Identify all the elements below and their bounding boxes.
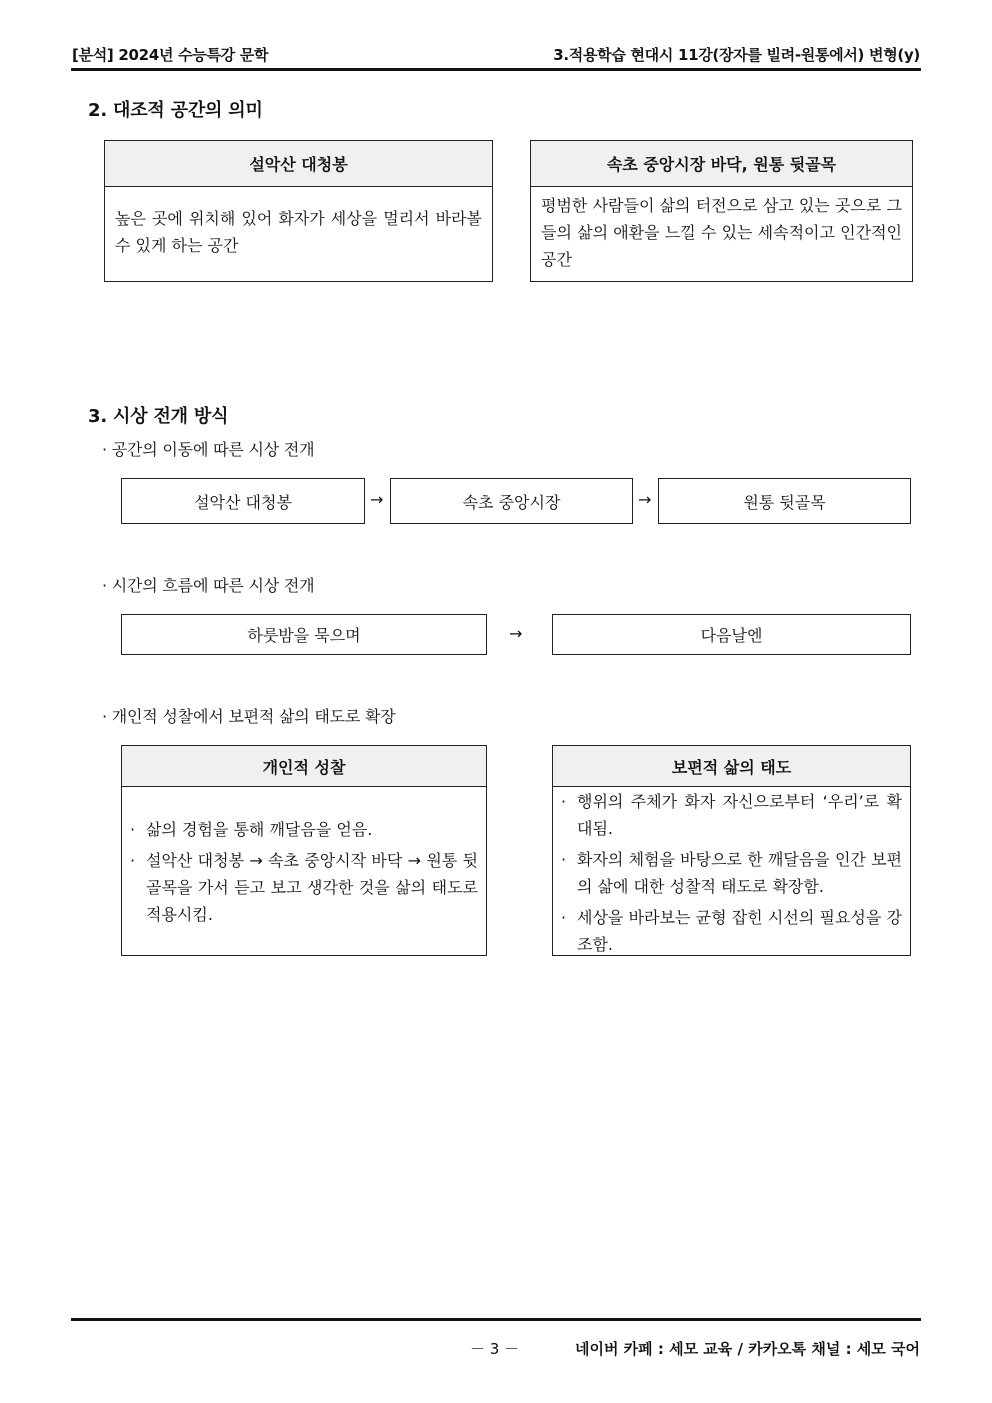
footer-rule [71,1318,921,1321]
universal-attitude-list [557,788,902,958]
header-left-title: [분석] 2024년 수능특강 문학 [72,46,269,64]
expand-bullet: · 개인적 성찰에서 보편적 삶의 태도로 확장 [102,707,396,726]
space-arrow-2: → [638,490,652,509]
time-step-2: 다음날엔 [552,614,911,655]
space-flow-bullet: · 공간의 이동에 따른 시상 전개 [102,440,315,459]
list-item: · 화자의 체험을 바탕으로 한 깨달음을 인간 보편의 삶에 대한 성찰적 태도로 확장함. [561,850,902,896]
list-item: · 설악산 대청봉 → 속초 중앙시작 바닥 → 원통 뒷골목을 가서 듣고 보고 생각한 것을 삶의 태도로 적용시킴. [130,851,478,924]
header-right-title: 3.적용학습 현대시 11강(장자를 빌려-원통에서) 변형(y) [553,46,920,64]
universal-attitude-box [552,745,911,956]
left-space-box [104,140,493,282]
universal-attitude-title: 보편적 삶의 태도 [553,746,910,787]
space-step-2: 속초 중앙시장 [390,478,633,524]
personal-reflection-title: 개인적 성찰 [122,746,486,787]
list-item: · 세상을 바라보는 균형 잡힌 시선의 필요성을 강조함. [561,908,902,954]
space-step-1: 설악산 대청봉 [121,478,365,524]
space-step-3: 원통 뒷골목 [658,478,911,524]
time-step-1: 하룻밤을 묵으며 [121,614,487,655]
right-space-box [530,140,913,282]
personal-reflection-box [121,745,487,956]
right-space-box-title: 속초 중앙시장 바닥, 원통 뒷골목 [531,141,912,187]
right-space-box-body: 평범한 사람들이 삶의 터전으로 삼고 있는 곳으로 그들의 삶의 애환을 느낄 수 있는 세속적이고 인간적인 공간 [541,196,902,269]
time-arrow: → [509,624,523,643]
section2-title: 2. 대조적 공간의 의미 [88,100,263,121]
list-item: · 삶의 경험을 통해 깨달음을 얻음. [130,820,373,839]
left-space-box-title: 설악산 대청봉 [105,141,492,187]
time-flow-bullet: · 시간의 흐름에 따른 시상 전개 [102,576,315,595]
page-number: － 3 － [470,1340,520,1358]
footer-channel-info: 네이버 카페 : 세모 교육 / 카카오톡 채널 : 세모 국어 [574,1340,920,1358]
header-rule [71,68,921,71]
section3-title: 3. 시상 전개 방식 [88,406,229,427]
list-item: · 행위의 주체가 화자 자신으로부터 ‘우리’로 확대됨. [561,792,902,838]
space-arrow-1: → [370,490,384,509]
left-space-box-body: 높은 곳에 위치해 있어 화자가 세상을 멀리서 바라볼 수 있게 하는 공간 [115,209,482,255]
personal-reflection-list [126,816,478,928]
